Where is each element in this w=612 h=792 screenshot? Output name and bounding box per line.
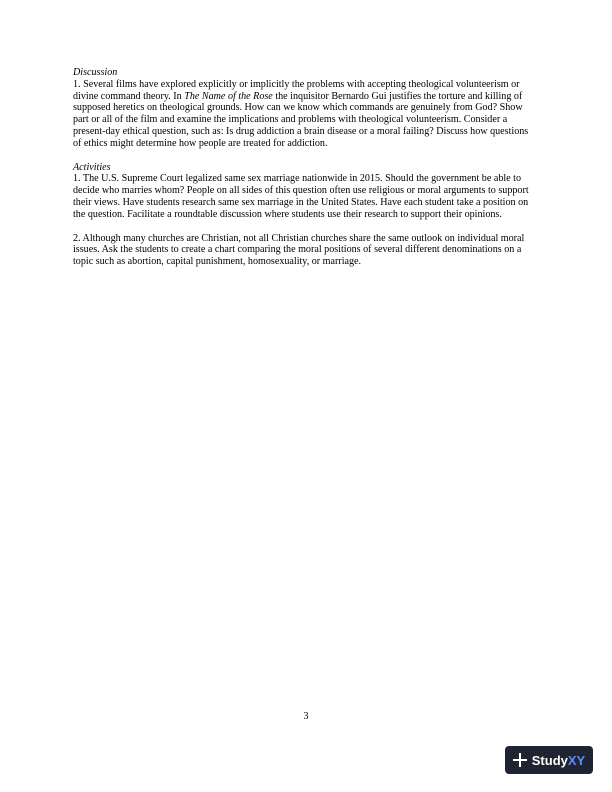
page-content: [73, 67, 538, 268]
discussion-item-1-before: 1. Several films have explored explicitly or implicitly the problems with accepting theological volunteerism or divine command theory. In: [73, 78, 520, 102]
brand-name: Study: [531, 752, 568, 768]
film-title: The Name of the Rose: [184, 90, 273, 102]
activities-item-2: 2. Although many churches are Christian, not all Christian churches share the same outlook on individual moral issues. Ask the students to create a chart comparing the moral positions of several different denominations on a topic such as abortion, capital punishment, homosexuality, or marriage.: [73, 232, 525, 268]
discussion-item-1: [73, 79, 538, 150]
plus-icon: [513, 753, 527, 767]
activities-item-1: 1. The U.S. Supreme Court legalized same sex marriage nationwide in 2015. Should the government be able to decide who marries whom? People on all sides of this question often use religious or moral arguments to support their views. Have students research same sex marriage in the United States. Have each student take a position on the question. Facilitate a roundtable discussion where students use their research to support their opinions.: [73, 173, 529, 220]
section-spacer: [73, 150, 538, 162]
page-number: 3: [303, 711, 309, 722]
discussion-heading: Discussion: [73, 67, 118, 78]
studyxy-badge[interactable]: [505, 746, 593, 774]
discussion-item-1-after: the inquisitor Bernardo Gui justifies the torture and killing of supposed heretics on theological grounds. How can we know which commands are genuinely from God? Show part or all of the film and examine the implications and problems with theological volunteerism. Consider a present-day ethical question, such as: Is drug addiction a brain disease or a moral failing? Discuss how questions of ethics might determine how people are treated for addiction.: [73, 90, 529, 149]
paragraph-spacer: [73, 221, 538, 233]
activities-heading: Activities: [73, 161, 111, 173]
brand-accent: XY: [567, 752, 586, 768]
